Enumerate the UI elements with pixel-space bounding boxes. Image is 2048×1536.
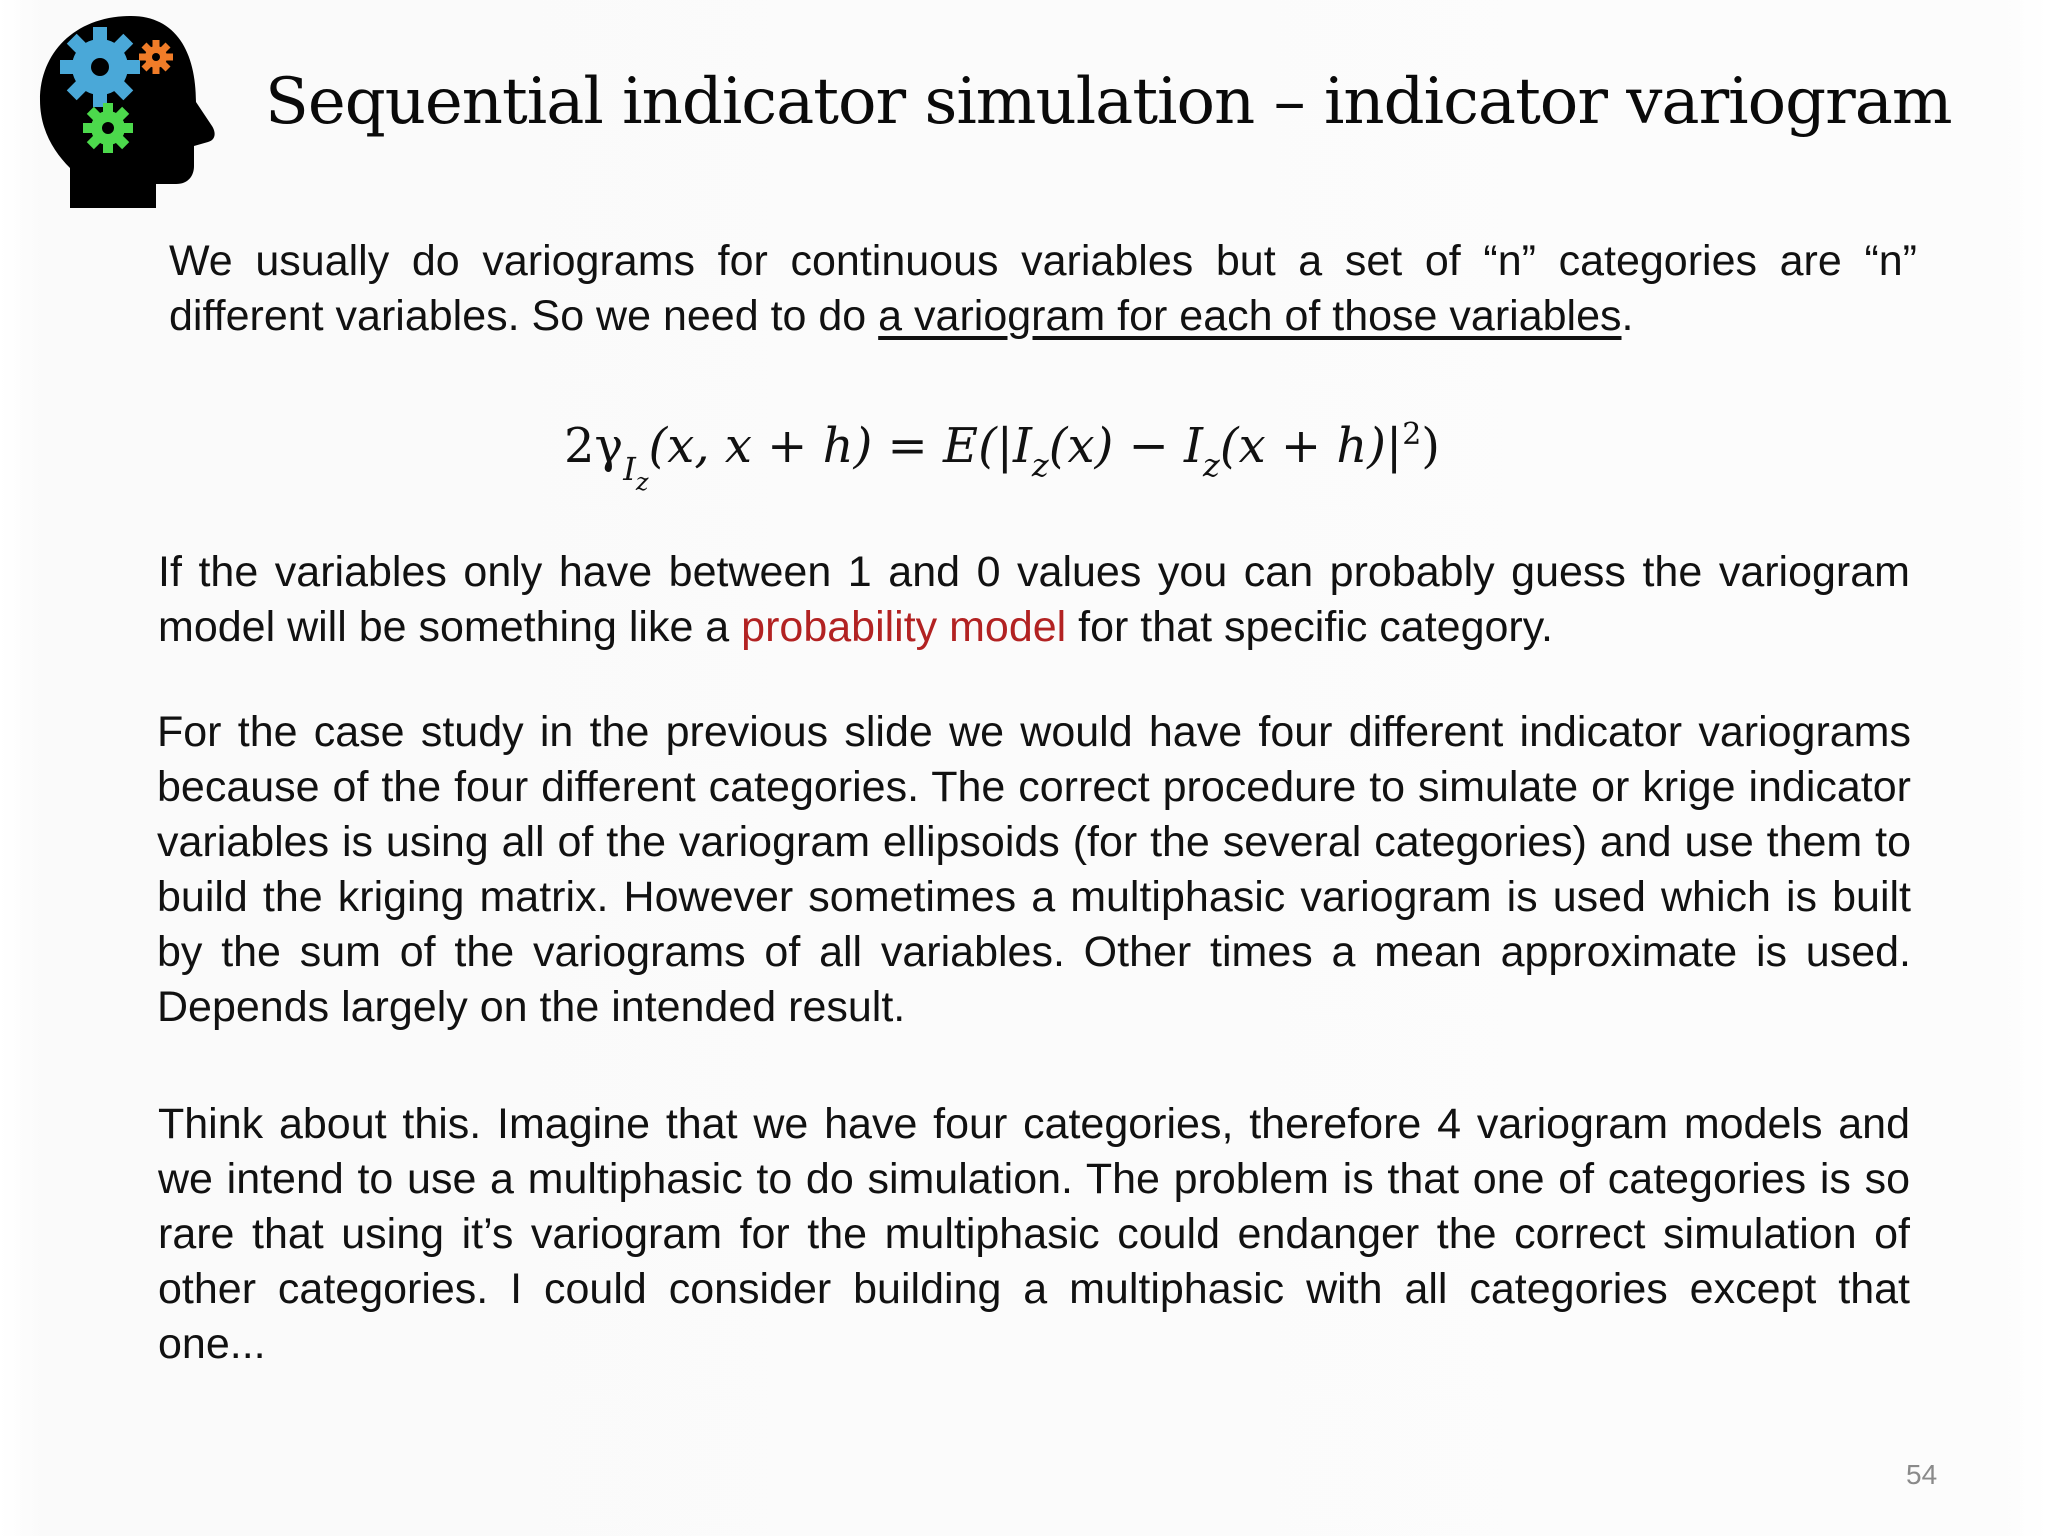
formula-mid-sub: z [1031, 446, 1049, 484]
paragraph-probability-before: If the variables only have between 1 and 0 values you can probably guess the variogram model will be something like a [158, 548, 1910, 651]
page-number: 54 [1906, 1459, 1938, 1490]
gear-green-icon [83, 103, 133, 153]
paragraph-intro-text: We usually do variograms for continuous variables but a set of “n” categories are “n” different variables. So we need to do [169, 237, 1917, 340]
variogram-formula [560, 412, 1560, 492]
formula-lhs-args: (x, x + h) = E(|I [648, 418, 1032, 474]
paragraph-intro [169, 234, 1917, 344]
svg-text:2γIz(x, x + h) = E(|Iz(x) − Iz [564, 417, 1440, 492]
formula-lhs-coef: 2γ [564, 418, 624, 474]
paragraph-probability-after: for that specific category. [1066, 603, 1553, 651]
formula-rhs-sub: z [1203, 446, 1220, 484]
formula-sup: 2 [1402, 417, 1422, 452]
formula-rhs-args: (x + h)| [1219, 418, 1403, 474]
formula-lhs-sub: I [623, 450, 636, 488]
underlined-phrase: a variogram for each of those variables [878, 292, 1622, 340]
formula-lhs-subsub: z [635, 468, 649, 492]
head-with-gears-icon [36, 12, 226, 212]
formula-mid-args: (x) − I [1048, 418, 1203, 474]
formula-close: ) [1421, 418, 1441, 474]
paragraph-probability [158, 545, 1910, 655]
paragraph-think-about: Think about this. Imagine that we have four categories, therefore 4 variogram models and we intend to use a multiphasic to do simulation. The problem is that one of categories is so rare that using it’s variogram for the multiphasic could endanger the correct simulation of other categories. I could consider building a multiphasic with all categories except that one... [158, 1100, 1910, 1368]
paragraph-intro-end: . [1621, 292, 1634, 340]
highlight-probability-model: probability model [741, 603, 1067, 651]
slide-title: Sequential indicator simulation – indicator variogram [265, 65, 1952, 139]
gear-blue-icon [60, 27, 140, 107]
gear-orange-icon [139, 40, 173, 74]
paragraph-case-study: For the case study in the previous slide we would have four different indicator variograms because of the four different categories. The correct procedure to simulate or krige indicator variables is using all of the variogram ellipsoids (for the several categories) and use them to build the kriging matrix. However sometimes a multiphasic variogram is used which is built by the sum of the variograms of all variables. Other times a mean approximate is used. Depends largely on the intended result. [157, 708, 1911, 1031]
